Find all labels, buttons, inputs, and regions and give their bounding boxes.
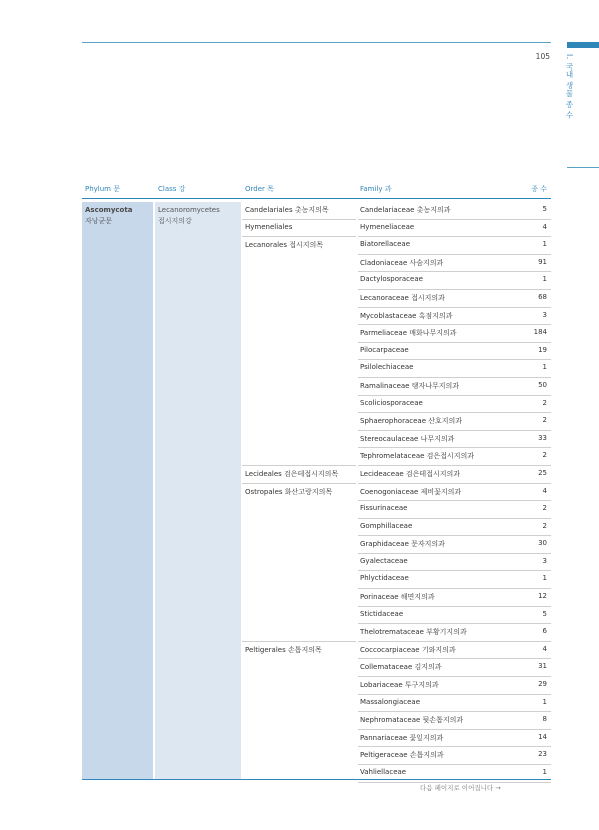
count-cell: 4 <box>542 644 547 653</box>
table-row <box>82 308 551 326</box>
order-cell: Peltigerales 손톱지의목 <box>245 645 322 654</box>
count-cell: 4 <box>542 486 547 495</box>
header-family: Family 과 <box>360 185 392 193</box>
continue-note: 다음 페이지로 이어집니다 → <box>420 784 501 792</box>
count-cell: 3 <box>542 310 547 319</box>
family-cell: Pilocarpaceae <box>360 345 409 354</box>
count-cell: 25 <box>538 468 547 477</box>
table-row <box>82 484 551 502</box>
family-cell: Ramalinaceae 탱자나무지의과 <box>360 381 460 390</box>
order-cell: Lecanorales 접시지의목 <box>245 241 324 250</box>
count-cell: 3 <box>542 556 547 565</box>
count-cell: 1 <box>542 768 547 776</box>
family-cell: Sphaerophoraceae 산호지의과 <box>360 417 463 426</box>
chapter-side-label: I. 국내 생물 종 수 <box>565 54 574 120</box>
family-cell: Stictidaceae <box>360 609 404 618</box>
family-cell: Biatorellaceae <box>360 240 411 249</box>
table-row <box>82 431 551 449</box>
family-cell: Pannariaceae 꽃잎지의과 <box>360 733 444 742</box>
class-korean: 접시지의강 <box>158 217 192 225</box>
table-row <box>82 237 551 255</box>
family-cell: Gyalectaceae <box>360 556 408 565</box>
count-cell: 8 <box>542 715 547 724</box>
count-cell: 29 <box>538 680 547 689</box>
table-rows <box>82 202 551 783</box>
family-cell: Porinaceae 해면지의과 <box>360 593 435 602</box>
table-row <box>82 747 551 765</box>
table-row <box>82 536 551 554</box>
count-cell: 1 <box>542 363 547 372</box>
family-cell: Phlyctidaceae <box>360 574 409 583</box>
family-cell: Vahliellaceae <box>360 768 407 776</box>
count-cell: 2 <box>542 451 547 460</box>
table-row <box>82 677 551 695</box>
table-body <box>82 202 551 779</box>
header-rule <box>82 198 551 199</box>
table-row <box>82 519 551 537</box>
table-row <box>82 730 551 748</box>
table-row <box>82 325 551 343</box>
table-row <box>82 220 551 238</box>
table-row <box>82 255 551 273</box>
table-row <box>82 396 551 414</box>
table-bottom-rule <box>82 779 551 780</box>
count-cell: 2 <box>542 504 547 513</box>
family-cell: Psilolechiaceae <box>360 363 414 372</box>
count-cell: 2 <box>542 416 547 425</box>
count-cell: 68 <box>538 292 547 301</box>
order-cell: Lecideales 검은테접시지의목 <box>245 469 339 478</box>
family-cell: Graphidaceae 문자지의과 <box>360 540 445 549</box>
family-cell: Tephromelataceae 검은접시지의과 <box>360 452 474 461</box>
count-cell: 31 <box>538 662 547 671</box>
phylum-korean: 자낭균문 <box>85 217 113 225</box>
family-cell: Massalongiaceae <box>360 697 421 706</box>
count-cell: 12 <box>538 592 547 601</box>
table-row <box>82 413 551 431</box>
count-cell: 23 <box>538 750 547 759</box>
table-row <box>82 607 551 625</box>
count-cell: 50 <box>538 380 547 389</box>
side-tab-marker <box>567 42 599 48</box>
family-cell: Parmeliaceae 매화나무지의과 <box>360 329 457 338</box>
table-row <box>82 624 551 642</box>
count-cell: 6 <box>542 627 547 636</box>
count-cell: 91 <box>538 257 547 266</box>
table-row <box>82 360 551 378</box>
family-cell: Gomphillaceae <box>360 521 413 530</box>
family-cell: Coccocarpiaceae 기와지의과 <box>360 645 456 654</box>
family-cell: Thelotremataceae 부황기지의과 <box>360 628 467 637</box>
table-header <box>82 182 551 196</box>
count-cell: 33 <box>538 433 547 442</box>
order-cell: Candelariales 촛농지의목 <box>245 206 329 214</box>
count-cell: 1 <box>542 275 547 284</box>
table-row <box>82 712 551 730</box>
table-row <box>82 343 551 361</box>
family-cell: Cladoniaceae 사슴지의과 <box>360 258 444 267</box>
family-cell: Fissurinaceae <box>360 504 408 513</box>
species-table <box>82 182 551 776</box>
family-cell: Collemataceae 김지의과 <box>360 663 442 672</box>
phylum-name: Ascomycota <box>85 206 133 214</box>
order-cell: Ostropales 화산고랑지의목 <box>245 487 333 496</box>
class-name: Lecanoromycetes <box>158 206 220 214</box>
count-cell: 5 <box>542 609 547 618</box>
table-row <box>82 571 551 589</box>
table-row <box>82 554 551 572</box>
count-cell: 30 <box>538 539 547 548</box>
family-cell: Coenogoniaceae 제비꽃지의과 <box>360 487 462 496</box>
table-row <box>82 202 551 220</box>
family-cell: Peltigeraceae 손톱지의과 <box>360 751 444 760</box>
header-class: Class 강 <box>158 185 186 193</box>
table-row <box>82 272 551 290</box>
order-cell: Hymeneliales <box>245 222 293 231</box>
family-cell: Mycoblastaceae 흑점지의과 <box>360 311 453 320</box>
count-cell: 1 <box>542 574 547 583</box>
count-cell: 2 <box>542 398 547 407</box>
family-cell: Dactylosporaceae <box>360 275 423 284</box>
family-cell: Stereocaulaceae 나무지의과 <box>360 434 455 443</box>
table-row <box>82 466 551 484</box>
table-row <box>82 695 551 713</box>
side-rule <box>567 167 599 168</box>
family-cell: Nephromataceae 뒷손톱지의과 <box>360 716 464 725</box>
family-cell: Lecanoraceae 접시지의과 <box>360 293 445 302</box>
family-cell: Lecideaceae 검은테접시지의과 <box>360 469 460 478</box>
table-row <box>82 448 551 466</box>
header-phylum: Phylum 문 <box>85 185 120 193</box>
table-row <box>82 501 551 519</box>
table-row <box>82 378 551 396</box>
table-row <box>82 642 551 660</box>
count-cell: 5 <box>542 205 547 213</box>
top-rule <box>82 42 551 43</box>
count-cell: 14 <box>538 732 547 741</box>
family-cell: Scoliciosporaceae <box>360 398 423 407</box>
header-order: Order 목 <box>245 185 274 193</box>
count-cell: 1 <box>542 697 547 706</box>
count-cell: 4 <box>542 222 547 231</box>
table-row <box>82 589 551 607</box>
family-cell: Hymeneliaceae <box>360 222 415 231</box>
count-cell: 2 <box>542 521 547 530</box>
count-cell: 19 <box>538 345 547 354</box>
table-row <box>82 290 551 308</box>
table-row <box>82 659 551 677</box>
page-number: 105 <box>535 52 550 61</box>
count-cell: 184 <box>533 328 547 337</box>
family-cell: Candelariaceae 촛농지의과 <box>360 206 451 214</box>
family-cell: Lobariaceae 투구지의과 <box>360 681 439 690</box>
count-cell: 1 <box>542 240 547 249</box>
header-count: 종 수 <box>531 185 547 193</box>
